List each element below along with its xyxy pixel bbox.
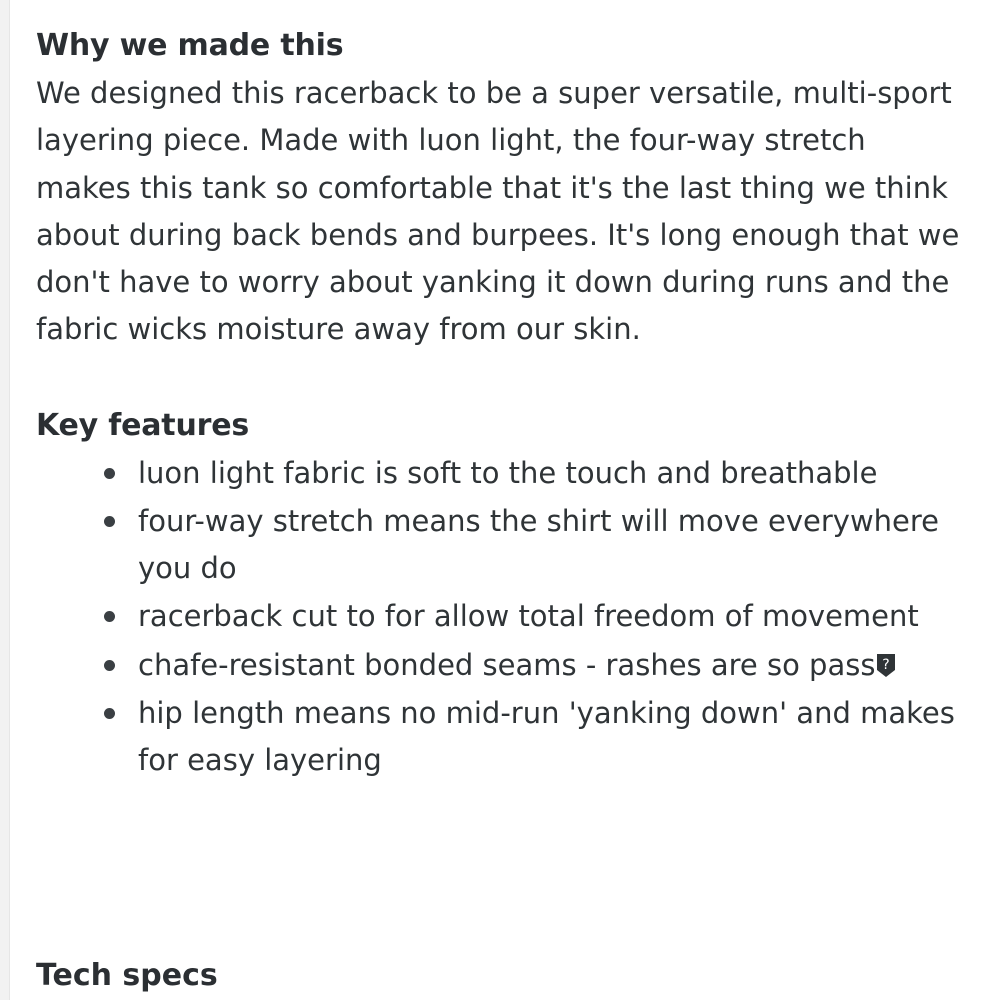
bullet-icon bbox=[104, 516, 115, 527]
list-item-label: hip length means no mid-run 'yanking down' and makes for easy layering bbox=[138, 695, 955, 778]
list-item bbox=[100, 450, 964, 497]
list-item bbox=[100, 593, 964, 640]
list-item-label: chafe-resistant bonded seams - rashes are so pass bbox=[138, 647, 876, 682]
section-spacer bbox=[36, 354, 964, 408]
tech-specs-heading: Tech specs bbox=[36, 958, 218, 993]
key-features-list bbox=[36, 450, 964, 785]
list-item-label: racerback cut to for allow total freedom of movement bbox=[138, 599, 919, 634]
list-item bbox=[100, 498, 964, 593]
svg-text:?: ? bbox=[882, 656, 891, 673]
tech-specs-section bbox=[36, 958, 218, 1000]
bullet-icon bbox=[104, 468, 115, 479]
missing-glyph-icon bbox=[875, 652, 897, 678]
bullet-icon bbox=[104, 660, 115, 671]
list-item-label: four-way stretch means the shirt will move everywhere you do bbox=[138, 503, 940, 586]
key-features-heading: Key features bbox=[36, 407, 250, 443]
bullet-icon bbox=[104, 611, 115, 622]
bullet-icon bbox=[104, 708, 115, 719]
page-left-margin-rule bbox=[0, 0, 10, 1000]
why-we-made-this-heading: Why we made this bbox=[36, 28, 344, 63]
list-item bbox=[100, 642, 964, 689]
why-we-made-this-paragraph: We designed this racerback to be a super versatile, multi-sport layering piece. Made with luon light, the four-way stretch makes this tank so comfortable that it's the last thing we think about during back bends and burpees. It's long enough that we don't have to worry about yanking it down during runs and the fabric wicks moisture away from our skin. bbox=[36, 76, 960, 347]
list-item-label: luon light fabric is soft to the touch and breathable bbox=[138, 455, 878, 490]
list-item bbox=[100, 690, 964, 785]
